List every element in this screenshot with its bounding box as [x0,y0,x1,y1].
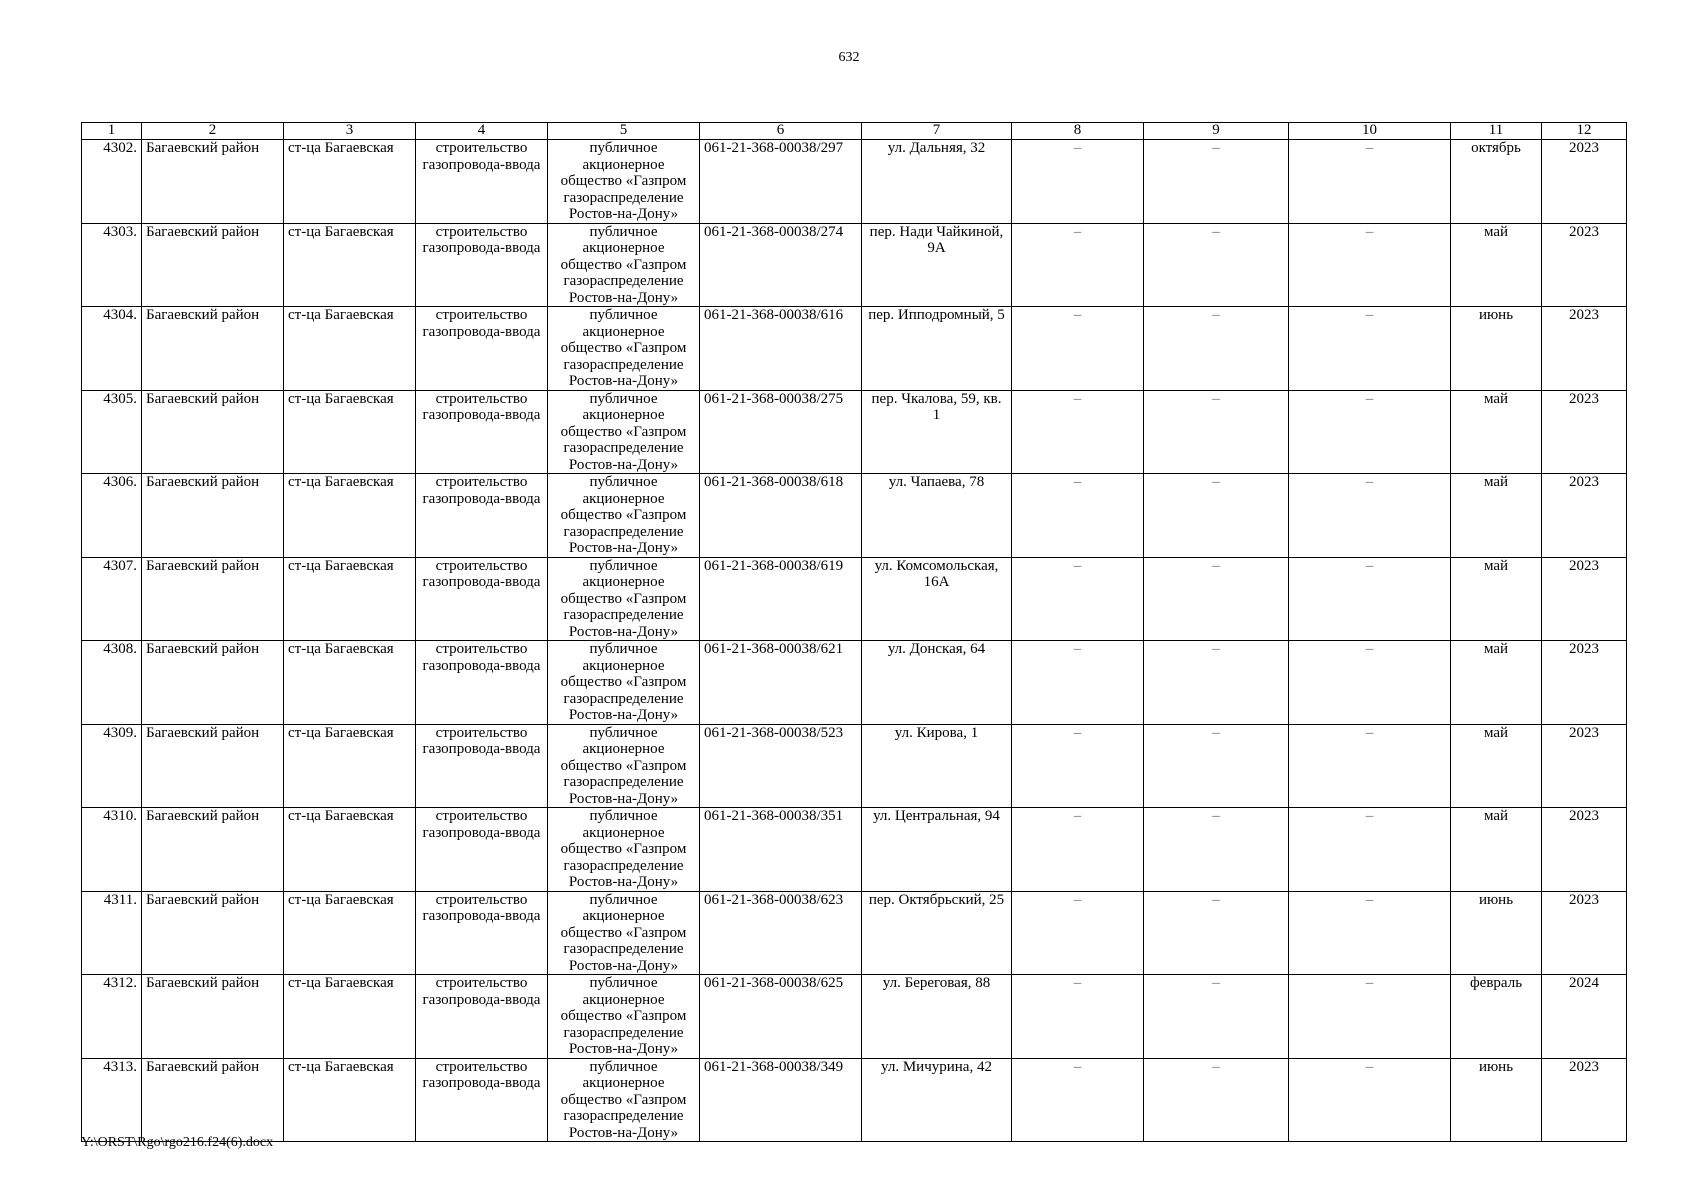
settlement-cell: ст-ца Багаевская [284,641,416,725]
settlement-cell: ст-ца Багаевская [284,474,416,558]
column-header: 7 [862,123,1012,140]
district-cell: Багаевский район [142,641,284,725]
column-10-cell: – [1289,808,1451,892]
address-cell: ул. Донская, 64 [862,641,1012,725]
year-cell: 2023 [1542,390,1627,474]
settlement-cell: ст-ца Багаевская [284,891,416,975]
address-cell: пер. Ипподромный, 5 [862,307,1012,391]
district-cell: Багаевский район [142,390,284,474]
month-cell: июнь [1451,307,1542,391]
address-cell: ул. Центральная, 94 [862,808,1012,892]
district-cell: Багаевский район [142,557,284,641]
column-8-cell: – [1012,641,1144,725]
column-9-cell: – [1144,140,1289,224]
district-cell: Багаевский район [142,307,284,391]
registration-code-cell: 061-21-368-00038/619 [700,557,862,641]
row-number-cell: 4304. [82,307,142,391]
table-row [82,724,1627,808]
settlement-cell: ст-ца Багаевская [284,724,416,808]
row-number-cell: 4308. [82,641,142,725]
work-type-cell: строительство газопровода-ввода [416,307,548,391]
address-cell: ул. Комсомольская, 16А [862,557,1012,641]
work-type-cell: строительство газопровода-ввода [416,1058,548,1142]
column-10-cell: – [1289,975,1451,1059]
row-number-cell: 4302. [82,140,142,224]
settlement-cell: ст-ца Багаевская [284,223,416,307]
month-cell: май [1451,808,1542,892]
year-cell: 2023 [1542,641,1627,725]
owner-cell: публичное акционерное общество «Газпром газораспределение Ростов-на-Дону» [548,808,700,892]
file-path-footer: Y:\ORST\Rgo\rgo216.f24(6).docx [81,1135,274,1150]
month-cell: май [1451,223,1542,307]
table-row [82,140,1627,224]
column-10-cell: – [1289,390,1451,474]
owner-cell: публичное акционерное общество «Газпром газораспределение Ростов-на-Дону» [548,557,700,641]
column-9-cell: – [1144,975,1289,1059]
column-10-cell: – [1289,724,1451,808]
table-row [82,474,1627,558]
month-cell: февраль [1451,975,1542,1059]
registration-code-cell: 061-21-368-00038/274 [700,223,862,307]
row-number-cell: 4313. [82,1058,142,1142]
month-cell: май [1451,641,1542,725]
registration-code-cell: 061-21-368-00038/523 [700,724,862,808]
column-9-cell: – [1144,724,1289,808]
owner-cell: публичное акционерное общество «Газпром газораспределение Ростов-на-Дону» [548,223,700,307]
column-8-cell: – [1012,808,1144,892]
address-cell: ул. Дальняя, 32 [862,140,1012,224]
column-8-cell: – [1012,223,1144,307]
page-number: 632 [838,50,860,65]
work-type-cell: строительство газопровода-ввода [416,975,548,1059]
month-cell: июнь [1451,1058,1542,1142]
column-8-cell: – [1012,140,1144,224]
work-type-cell: строительство газопровода-ввода [416,891,548,975]
settlement-cell: ст-ца Багаевская [284,140,416,224]
year-cell: 2023 [1542,223,1627,307]
column-number-header [82,123,1627,140]
owner-cell: публичное акционерное общество «Газпром газораспределение Ростов-на-Дону» [548,724,700,808]
column-8-cell: – [1012,557,1144,641]
table-row [82,808,1627,892]
column-8-cell: – [1012,474,1144,558]
district-cell: Багаевский район [142,140,284,224]
column-9-cell: – [1144,891,1289,975]
column-10-cell: – [1289,140,1451,224]
settlement-cell: ст-ца Багаевская [284,1058,416,1142]
column-9-cell: – [1144,1058,1289,1142]
table-row [82,223,1627,307]
column-header: 5 [548,123,700,140]
work-type-cell: строительство газопровода-ввода [416,557,548,641]
month-cell: октябрь [1451,140,1542,224]
district-cell: Багаевский район [142,1058,284,1142]
registration-code-cell: 061-21-368-00038/625 [700,975,862,1059]
column-9-cell: – [1144,223,1289,307]
registration-code-cell: 061-21-368-00038/623 [700,891,862,975]
owner-cell: публичное акционерное общество «Газпром газораспределение Ростов-на-Дону» [548,891,700,975]
registration-code-cell: 061-21-368-00038/616 [700,307,862,391]
owner-cell: публичное акционерное общество «Газпром газораспределение Ростов-на-Дону» [548,474,700,558]
column-header: 3 [284,123,416,140]
district-cell: Багаевский район [142,891,284,975]
column-9-cell: – [1144,390,1289,474]
column-10-cell: – [1289,223,1451,307]
row-number-cell: 4303. [82,223,142,307]
work-type-cell: строительство газопровода-ввода [416,808,548,892]
address-cell: ул. Чапаева, 78 [862,474,1012,558]
work-type-cell: строительство газопровода-ввода [416,223,548,307]
district-cell: Багаевский район [142,975,284,1059]
column-header: 9 [1144,123,1289,140]
column-9-cell: – [1144,557,1289,641]
table-row [82,557,1627,641]
year-cell: 2023 [1542,557,1627,641]
column-9-cell: – [1144,474,1289,558]
registration-code-cell: 061-21-368-00038/349 [700,1058,862,1142]
column-header: 4 [416,123,548,140]
row-number-cell: 4312. [82,975,142,1059]
district-cell: Багаевский район [142,808,284,892]
owner-cell: публичное акционерное общество «Газпром газораспределение Ростов-на-Дону» [548,307,700,391]
address-cell: пер. Нади Чайкиной, 9А [862,223,1012,307]
owner-cell: публичное акционерное общество «Газпром газораспределение Ростов-на-Дону» [548,1058,700,1142]
row-number-cell: 4307. [82,557,142,641]
month-cell: май [1451,724,1542,808]
column-10-cell: – [1289,891,1451,975]
year-cell: 2023 [1542,474,1627,558]
column-10-cell: – [1289,1058,1451,1142]
work-type-cell: строительство газопровода-ввода [416,724,548,808]
column-9-cell: – [1144,808,1289,892]
address-cell: пер. Чкалова, 59, кв. 1 [862,390,1012,474]
owner-cell: публичное акционерное общество «Газпром газораспределение Ростов-на-Дону» [548,390,700,474]
table-row [82,641,1627,725]
column-10-cell: – [1289,641,1451,725]
month-cell: май [1451,390,1542,474]
owner-cell: публичное акционерное общество «Газпром газораспределение Ростов-на-Дону» [548,140,700,224]
column-header: 2 [142,123,284,140]
work-type-cell: строительство газопровода-ввода [416,641,548,725]
settlement-cell: ст-ца Багаевская [284,390,416,474]
table-row [82,891,1627,975]
month-cell: май [1451,474,1542,558]
month-cell: май [1451,557,1542,641]
row-number-cell: 4311. [82,891,142,975]
table-row [82,1058,1627,1142]
year-cell: 2023 [1542,307,1627,391]
column-10-cell: – [1289,557,1451,641]
district-cell: Багаевский район [142,223,284,307]
column-header: 10 [1289,123,1451,140]
column-header: 6 [700,123,862,140]
row-number-cell: 4310. [82,808,142,892]
work-type-cell: строительство газопровода-ввода [416,474,548,558]
address-cell: ул. Береговая, 88 [862,975,1012,1059]
register-table [81,122,1627,1142]
work-type-cell: строительство газопровода-ввода [416,390,548,474]
year-cell: 2023 [1542,724,1627,808]
settlement-cell: ст-ца Багаевская [284,307,416,391]
address-cell: пер. Октябрьский, 25 [862,891,1012,975]
work-type-cell: строительство газопровода-ввода [416,140,548,224]
year-cell: 2023 [1542,891,1627,975]
column-9-cell: – [1144,307,1289,391]
column-8-cell: – [1012,1058,1144,1142]
table-row [82,307,1627,391]
registration-code-cell: 061-21-368-00038/621 [700,641,862,725]
row-number-cell: 4306. [82,474,142,558]
owner-cell: публичное акционерное общество «Газпром газораспределение Ростов-на-Дону» [548,641,700,725]
registration-code-cell: 061-21-368-00038/275 [700,390,862,474]
registration-code-cell: 061-21-368-00038/618 [700,474,862,558]
row-number-cell: 4309. [82,724,142,808]
settlement-cell: ст-ца Багаевская [284,557,416,641]
row-number-cell: 4305. [82,390,142,474]
settlement-cell: ст-ца Багаевская [284,975,416,1059]
column-9-cell: – [1144,641,1289,725]
column-8-cell: – [1012,891,1144,975]
year-cell: 2023 [1542,808,1627,892]
column-8-cell: – [1012,724,1144,808]
table-row [82,390,1627,474]
address-cell: ул. Мичурина, 42 [862,1058,1012,1142]
owner-cell: публичное акционерное общество «Газпром газораспределение Ростов-на-Дону» [548,975,700,1059]
column-10-cell: – [1289,474,1451,558]
year-cell: 2023 [1542,140,1627,224]
month-cell: июнь [1451,891,1542,975]
table-row [82,975,1627,1059]
column-header: 12 [1542,123,1627,140]
column-8-cell: – [1012,390,1144,474]
column-8-cell: – [1012,975,1144,1059]
settlement-cell: ст-ца Багаевская [284,808,416,892]
registration-code-cell: 061-21-368-00038/351 [700,808,862,892]
address-cell: ул. Кирова, 1 [862,724,1012,808]
column-header: 1 [82,123,142,140]
district-cell: Багаевский район [142,474,284,558]
column-10-cell: – [1289,307,1451,391]
registration-code-cell: 061-21-368-00038/297 [700,140,862,224]
column-8-cell: – [1012,307,1144,391]
year-cell: 2024 [1542,975,1627,1059]
column-header: 8 [1012,123,1144,140]
column-header: 11 [1451,123,1542,140]
year-cell: 2023 [1542,1058,1627,1142]
district-cell: Багаевский район [142,724,284,808]
